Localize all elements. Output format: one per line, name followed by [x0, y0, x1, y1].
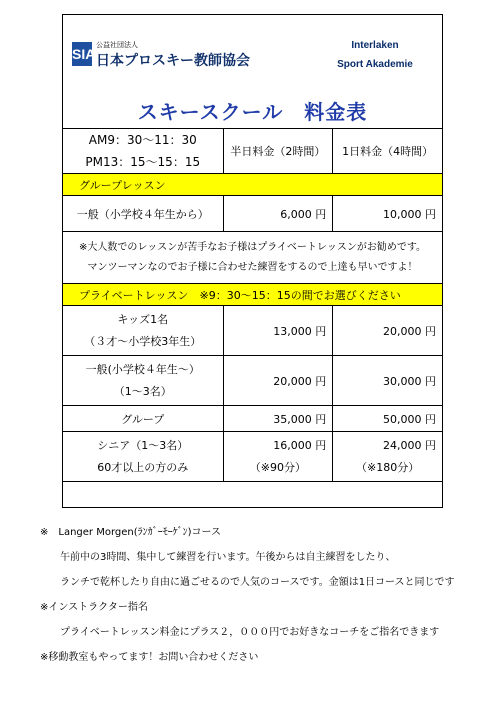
footer-notes	[40, 520, 480, 670]
kids-full-price: 20,000 円	[333, 306, 443, 356]
group-label: グループ	[63, 406, 224, 432]
table-row	[63, 432, 443, 482]
senior-half	[223, 432, 333, 482]
senior-half-price: 16,000 円	[273, 438, 327, 452]
school-name-line2: Sport Akademie	[337, 59, 413, 70]
table-row	[63, 306, 443, 356]
footer-line6: ※移動教室もやってます！お問い合わせください	[40, 652, 259, 663]
private-lesson-header-row	[63, 284, 443, 306]
senior-label-line1: シニア（1～3名）	[97, 438, 189, 452]
notes	[63, 232, 443, 284]
school-name	[320, 36, 430, 74]
sia-logo-icon: SIA	[72, 42, 92, 66]
group-lesson-header: グループレッスン	[63, 174, 443, 196]
footer-line3: ランチで乾杯したり自由に過ごせるので人気のコースです。金額は1日コースと同じです	[60, 577, 455, 588]
lesson-times	[63, 129, 224, 174]
adult-label	[63, 356, 224, 406]
table-row	[63, 356, 443, 406]
association-name: 日本プロスキー教師協会	[96, 53, 250, 69]
table-header-row	[63, 129, 443, 174]
note-line1: ※大人数でのレッスンが苦手なお子様はプライベートレッスンがお勧めです。	[78, 241, 427, 253]
senior-label	[63, 432, 224, 482]
col-half-day: 半日料金（2時間）	[223, 129, 333, 174]
general-label: 一般（小学校４年生から）	[63, 196, 224, 232]
time-am: AM9：30～11：30	[88, 133, 197, 147]
general-half-price: 6,000 円	[223, 196, 333, 232]
senior-full	[333, 432, 443, 482]
col-full-day: 1日料金（4時間）	[333, 129, 443, 174]
kids-label-line1: キッズ1名	[117, 312, 169, 326]
senior-label-line2: 60才以上の方のみ	[97, 460, 189, 474]
adult-full-price: 30,000 円	[333, 356, 443, 406]
group-lesson-header-row	[63, 174, 443, 196]
adult-half-price: 20,000 円	[223, 356, 333, 406]
group-half-price: 35,000 円	[223, 406, 333, 432]
adult-label-line1: 一般(小学校４年生～）	[85, 362, 200, 376]
adult-label-line2: （1～3名）	[113, 384, 172, 398]
notes-row	[63, 232, 443, 284]
association-logo	[72, 40, 272, 70]
general-full-price: 10,000 円	[333, 196, 443, 232]
association-type: 公益社団法人	[96, 41, 138, 49]
footer-line4: ※インストラクター指名	[40, 602, 148, 613]
page-title: スキースクール 料金表	[137, 100, 368, 124]
kids-label	[63, 306, 224, 356]
price-table	[62, 128, 443, 482]
group-full-price: 50,000 円	[333, 406, 443, 432]
senior-half-note: （※90分）	[249, 460, 306, 474]
footer-line1: ※ Langer Morgen(ﾗﾝｶﾞｰﾓｰｹﾞﾝ)コース	[40, 527, 222, 538]
senior-full-note: （※180分）	[356, 460, 420, 474]
senior-full-price: 24,000 円	[383, 438, 436, 452]
kids-label-line2: （３才～小学校3年生）	[84, 334, 202, 348]
kids-half-price: 13,000 円	[223, 306, 333, 356]
footer-line5: プライベートレッスン料金にプラス２，０００円でお好きなコーチをご指名できます	[60, 627, 440, 638]
time-pm: PM13：15～15：15	[85, 155, 201, 169]
footer-line2: 午前中の3時間、集中して練習を行います。午後からは自主練習をしたり、	[60, 552, 396, 563]
table-row	[63, 406, 443, 432]
school-name-line1: Interlaken	[351, 40, 399, 51]
table-row	[63, 196, 443, 232]
note-line2: マンツーマンなのでお子様に合わせた練習をするので上達も早いですよ！	[87, 261, 418, 273]
private-lesson-header: プライベートレッスン ※9：30～15：15の間でお選びください	[63, 284, 443, 306]
